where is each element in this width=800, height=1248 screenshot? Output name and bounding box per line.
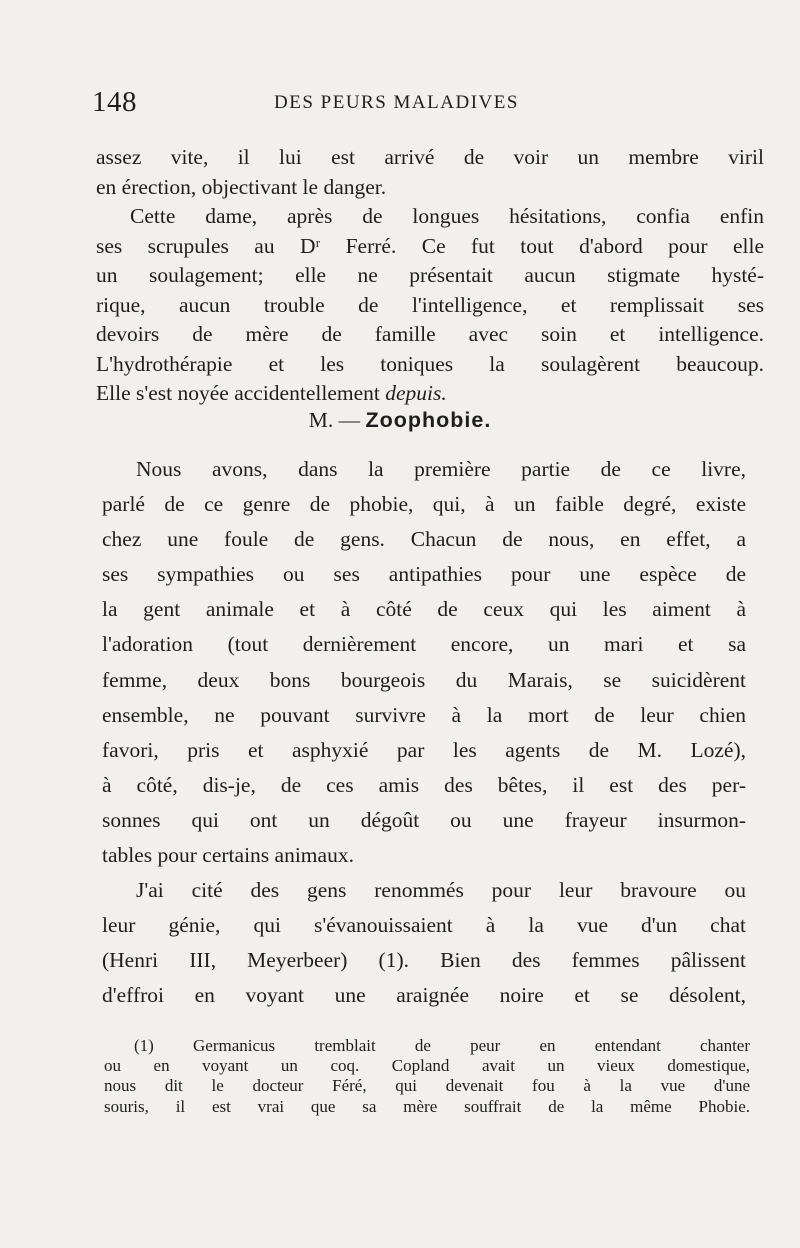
- text-line-with-italic: [96, 379, 764, 409]
- text-line: L'hydrothérapie et les toniques la soulagèrent beaucoup.: [96, 351, 764, 376]
- text-line: J'ai cité des gens renommés pour leur bravoure ou: [136, 878, 746, 903]
- running-title: DES PEURS MALADIVES: [274, 92, 519, 113]
- text-line: un soulagement; elle ne présentait aucun stigmate hysté-: [96, 263, 764, 287]
- text-line: Cette dame, après de longues hésitations, confia enfin: [130, 204, 764, 228]
- footnote-line: ou en voyant un coq. Copland avait un vieux domestique,: [104, 1056, 750, 1076]
- text-line: ensemble, ne pouvant survivre à la mort de leur chien: [102, 702, 746, 727]
- text-line: chez une foule de gens. Chacun de nous, en effet, a: [102, 527, 746, 552]
- text-line: favori, pris et asphyxié par les agents de M. Lozé),: [102, 737, 746, 762]
- section-title: Zoophobie.: [365, 408, 492, 432]
- text-line: à côté, dis-je, de ces amis des bêtes, il est des per-: [102, 772, 746, 797]
- text-line: ses sympathies ou ses antipathies pour une espèce de: [102, 562, 746, 587]
- page-number: 148: [92, 86, 137, 118]
- text-line: parlé de ce genre de phobie, qui, à un faible degré, existe: [102, 492, 746, 517]
- text-line: Nous avons, dans la première partie de ce livre,: [136, 457, 746, 481]
- body-text-main: [102, 452, 746, 1014]
- text-line: tables pour certains animaux.: [102, 843, 354, 868]
- footnote-line: souris, il est vrai que sa mère souffrait de la même Phobie.: [104, 1096, 750, 1116]
- page-header: [92, 86, 752, 122]
- text-line: assez vite, il lui est arrivé de voir un membre viril: [96, 145, 764, 169]
- text-line: (Henri III, Meyerbeer) (1). Bien des femmes pâlissent: [102, 948, 746, 973]
- text-line: en érection, objectivant le danger.: [96, 174, 387, 199]
- text-line: femme, deux bons bourgeois du Marais, se suicidèrent: [102, 667, 746, 692]
- footnote-line: nous dit le docteur Féré, qui devenait fou à la vue d'une: [104, 1076, 750, 1096]
- footnote: [104, 1036, 750, 1117]
- section-heading: [0, 408, 800, 433]
- italic-word: depuis.: [385, 381, 447, 405]
- text-line: rique, aucun trouble de l'intelligence, et remplissait ses: [96, 292, 764, 317]
- footnote-line: (1) Germanicus tremblait de peur en entendant chanter: [134, 1036, 750, 1055]
- text-line: ses scrupules au Dʳ Ferré. Ce fut tout d'abord pour elle: [96, 233, 764, 258]
- section-letter: M. —: [308, 408, 361, 432]
- text-line: la gent animale et à côté de ceux qui les aiment à: [102, 597, 746, 622]
- text-line: devoirs de mère de famille avec soin et intelligence.: [96, 322, 764, 346]
- text-line: sonnes qui ont un dégoût ou une frayeur insurmon-: [102, 807, 746, 832]
- text-line: l'adoration (tout dernièrement encore, un mari et sa: [102, 632, 746, 657]
- body-text-top: [96, 143, 764, 409]
- text-line: d'effroi en voyant une araignée noire et se désolent,: [102, 983, 746, 1008]
- text-run: Elle s'est noyée accidentellement: [96, 381, 380, 405]
- text-line: leur génie, qui s'évanouissaient à la vue d'un chat: [102, 913, 746, 938]
